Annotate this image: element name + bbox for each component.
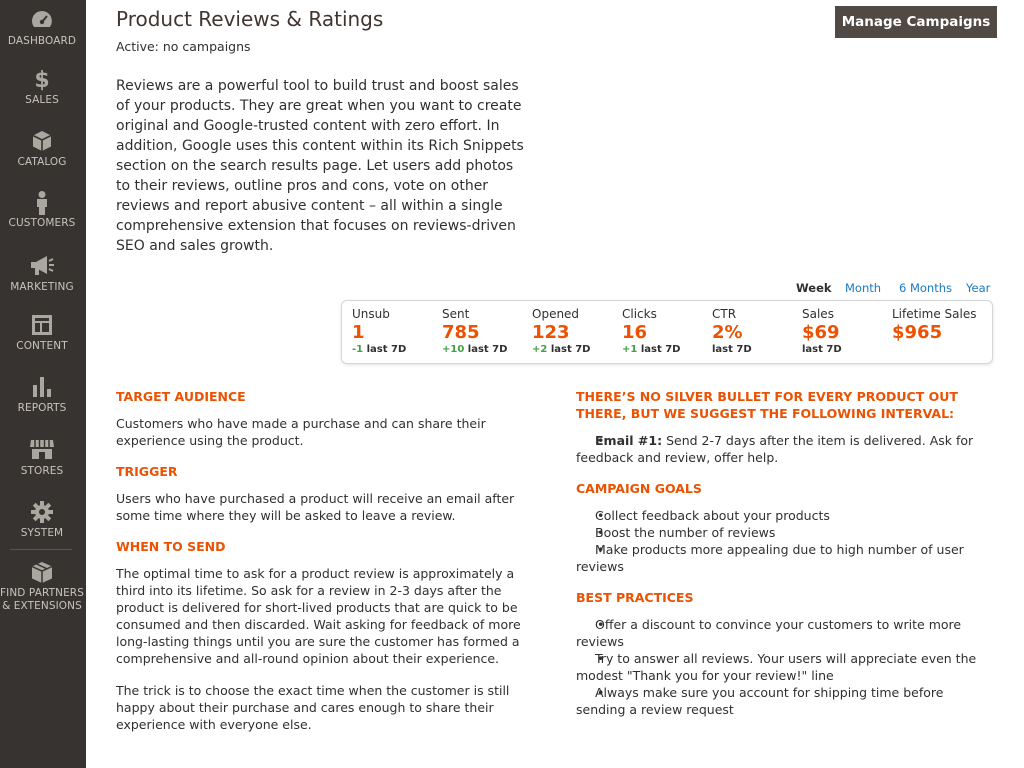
- sidebar-item-customers[interactable]: [0, 190, 84, 229]
- sidebar-item-label: CATALOG: [17, 156, 67, 168]
- stat-label: Sent: [442, 307, 470, 321]
- sidebar-item-catalog[interactable]: [0, 129, 84, 168]
- stat-label: Opened: [532, 307, 580, 321]
- stat-value: 2%: [712, 322, 743, 343]
- box-icon: [0, 129, 84, 153]
- stat-value: $965: [892, 322, 943, 343]
- stat-value: $69: [802, 322, 840, 343]
- sidebar-item-find-partners[interactable]: [0, 561, 84, 613]
- stat-clicks: [622, 307, 680, 355]
- stat-value: 16: [622, 322, 648, 343]
- list-item: • Collect feedback about your products: [576, 507, 996, 524]
- sidebar-divider: [10, 549, 72, 550]
- when-to-send-text-2: The trick is to choose the exact time when the customer is still happy about their purchase and cares enough to share their experience with everyone else.: [116, 683, 510, 732]
- tab-month[interactable]: Month: [845, 281, 882, 295]
- section-heading-target-audience: TARGET AUDIENCE: [116, 389, 246, 404]
- sidebar-item-label: CONTENT: [16, 340, 68, 352]
- sidebar-item-label: REPORTS: [17, 402, 67, 414]
- list-item: • Make products more appealing due to high number of user reviews: [576, 541, 996, 575]
- bar-chart-icon: [0, 375, 84, 399]
- sidebar-item-label: STORES: [20, 465, 64, 477]
- delta-suffix: last 7D: [464, 344, 508, 355]
- stat-value: 123: [532, 322, 570, 343]
- stat-delta: last 7D: [712, 344, 752, 355]
- store-icon: [0, 438, 84, 462]
- sidebar-label-line: & EXTENSIONS: [2, 600, 82, 612]
- section-heading-campaign-goals: CAMPAIGN GOALS: [576, 481, 702, 496]
- stat-unsub: [352, 307, 406, 355]
- manage-campaigns-button[interactable]: Manage Campaigns: [835, 6, 997, 38]
- when-to-send-text: The optimal time to ask for a product review is approximately a third into its lifetime. So ask for a review in 2-3 days after the product is delivered for short-lived products that are quick to be consumed and then discarded. Wait asking for feedback of more long-lasting things until you are sure the customer has formed a comprehensive and all-round opinion about their experience.: [116, 566, 521, 666]
- sidebar-item-dashboard[interactable]: [0, 8, 84, 47]
- stat-delta: [442, 344, 507, 355]
- sidebar-item-label: SALES: [25, 94, 59, 106]
- intro-text: Reviews are a powerful tool to build trust and boost sales of your products. They are great when you want to create original and Google-trusted content with zero effort. In addition, Google uses this content within its Rich Snippets section on the search results page. Let users add photos to their reviews, outline pros and cons, vote on other reviews and report abusive content – all within a single comprehensive extension that focuses on reviews-driven SEO and sales growth.: [116, 78, 524, 254]
- dashboard-icon: [0, 8, 84, 32]
- sidebar-item-content[interactable]: [0, 313, 84, 352]
- stat-value: 1: [352, 322, 365, 343]
- stat-delta: [352, 344, 406, 355]
- best-practices-list: [576, 616, 996, 718]
- dollar-icon: [0, 67, 84, 91]
- trigger-text: Users who have purchased a product will receive an email after some time where they will be asked to leave a review.: [116, 491, 515, 523]
- stat-sales: [802, 307, 842, 355]
- tab-week[interactable]: Week: [796, 281, 832, 295]
- stat-delta: [622, 344, 680, 355]
- info-left-column: [116, 388, 540, 747]
- delta-number: -1: [352, 344, 364, 355]
- campaign-status: Active: no campaigns: [116, 39, 251, 54]
- section-heading-interval: THERE’S NO SILVER BULLET FOR EVERY PRODUCT OUT THERE, BUT WE SUGGEST THE FOLLOWING INTERVAL:: [576, 389, 958, 421]
- section-heading-trigger: TRIGGER: [116, 464, 178, 479]
- list-item: • Boost the number of reviews: [576, 524, 996, 541]
- delta-number: +10: [442, 344, 465, 355]
- sidebar-item-stores[interactable]: [0, 438, 84, 477]
- sidebar-item-marketing[interactable]: [0, 254, 84, 293]
- sidebar-item-label: [0, 587, 84, 613]
- section-heading-best-practices: BEST PRACTICES: [576, 590, 694, 605]
- tab-6-months[interactable]: 6 Months: [899, 281, 953, 295]
- stat-opened: [532, 307, 590, 355]
- stat-label: Lifetime Sales: [892, 307, 977, 321]
- stat-value: 785: [442, 322, 480, 343]
- email-text: Send 2-7 days after the item is delivered. Ask for feedback and review, offer help.: [576, 433, 974, 465]
- delta-number: +1: [622, 344, 638, 355]
- delta-suffix: last 7D: [547, 344, 591, 355]
- stat-label: Sales: [802, 307, 834, 321]
- stat-label: Clicks: [622, 307, 657, 321]
- list-item: • Always make sure you account for shipping time before sending a review request: [576, 684, 996, 718]
- stat-delta: [532, 344, 590, 355]
- person-icon: [0, 190, 84, 214]
- sidebar-item-label: MARKETING: [10, 281, 74, 293]
- delta-number: +2: [532, 344, 548, 355]
- sidebar-item-label: DASHBOARD: [7, 35, 77, 47]
- sidebar-item-reports[interactable]: [0, 375, 84, 414]
- sidebar-item-sales[interactable]: [0, 67, 84, 106]
- layout-icon: [0, 313, 84, 337]
- email-label: Email #1:: [595, 433, 663, 448]
- stat-sent: [442, 307, 507, 355]
- admin-sidebar: [0, 0, 86, 768]
- sidebar-label-line: FIND PARTNERS: [0, 587, 84, 599]
- section-heading-when-to-send: WHEN TO SEND: [116, 539, 226, 554]
- sidebar-item-system[interactable]: [0, 500, 84, 539]
- stat-lifetime-sales: [892, 307, 977, 343]
- page-title: Product Reviews & Ratings: [116, 7, 384, 31]
- sidebar-item-label: SYSTEM: [20, 527, 64, 539]
- stat-ctr: [712, 307, 752, 355]
- delta-suffix: last 7D: [637, 344, 681, 355]
- stat-label: CTR: [712, 307, 737, 321]
- info-right-column: [576, 388, 996, 732]
- campaign-goals-list: [576, 507, 996, 575]
- stats-panel: [341, 300, 993, 364]
- sidebar-item-label: CUSTOMERS: [8, 217, 76, 229]
- stat-delta: last 7D: [802, 344, 842, 355]
- list-item: • Try to answer all reviews. Your users will appreciate even the modest "Thank you for your review!" line: [576, 650, 996, 684]
- target-audience-text: Customers who have made a purchase and can share their experience using the product.: [116, 416, 486, 448]
- boxes-icon: [0, 561, 84, 585]
- megaphone-icon: [0, 254, 84, 278]
- tab-year[interactable]: Year: [966, 281, 991, 295]
- gear-icon: [0, 500, 84, 524]
- stat-label: Unsub: [352, 307, 390, 321]
- list-item: [576, 432, 996, 466]
- delta-suffix: last 7D: [363, 344, 407, 355]
- list-item: • Offer a discount to convince your customers to write more reviews: [576, 616, 996, 650]
- interval-list: [576, 432, 996, 466]
- svg-text:$: $: [34, 68, 50, 91]
